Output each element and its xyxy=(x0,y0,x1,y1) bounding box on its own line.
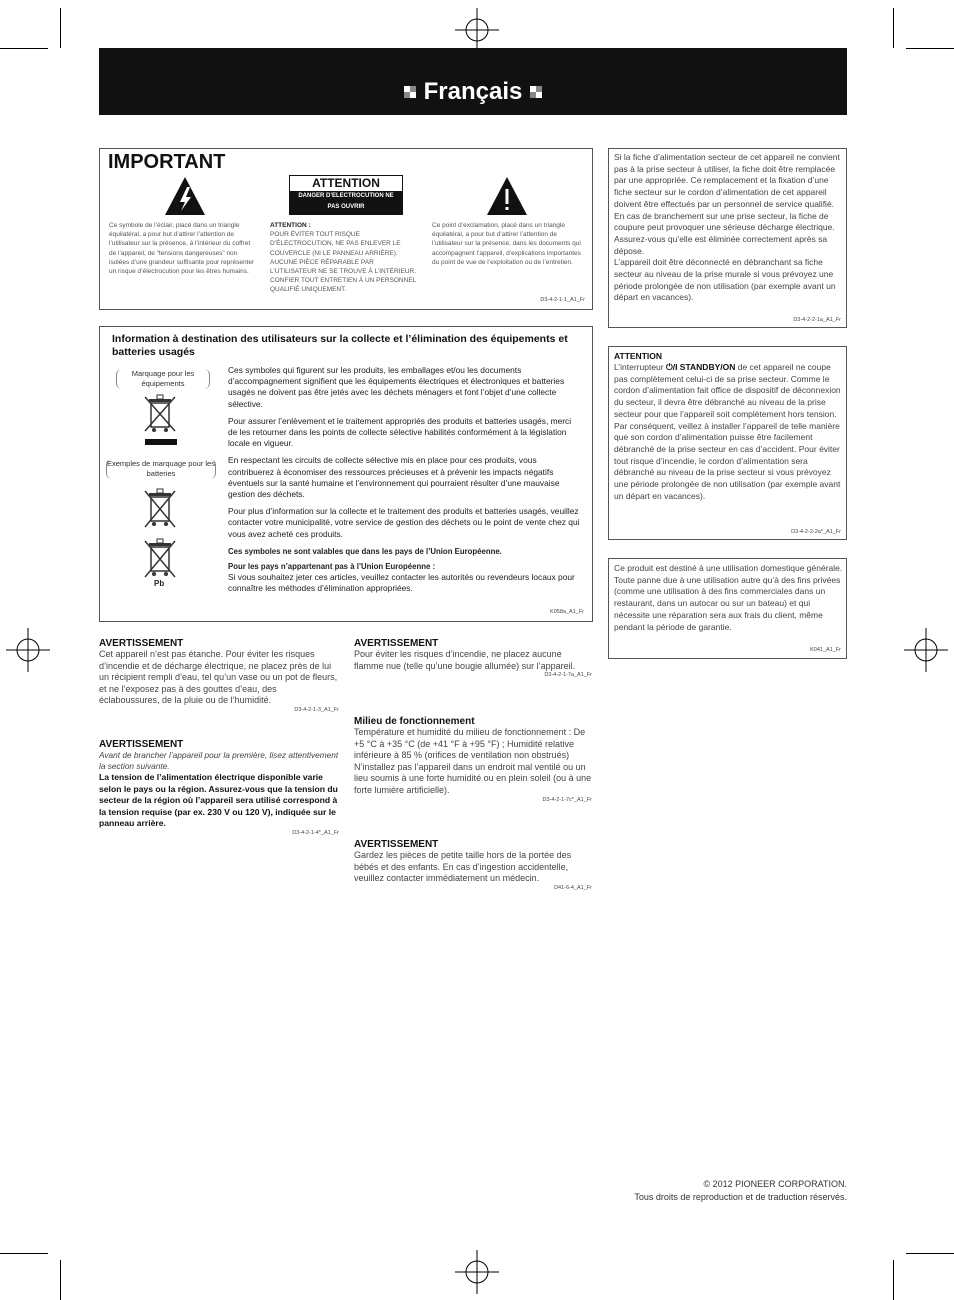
attention-label-box xyxy=(289,175,403,215)
rights-notice: Tous droits de reproduction et de traduction réservés. xyxy=(634,1192,847,1202)
crop-mark xyxy=(60,1260,61,1300)
attention-label: ATTENTION xyxy=(312,176,380,190)
lightning-warning-icon xyxy=(164,176,206,216)
doc-code: D3-4-2-1-4*_A1_Fr xyxy=(292,829,339,836)
standby-text: L’interrupteur xyxy=(614,362,666,372)
doc-code: D3-4-2-2-1a_A1_Fr xyxy=(793,317,841,323)
doc-code: D3-4-2-1-1_A1_Fr xyxy=(540,297,585,303)
standby-text: de cet appareil ne coupe pas complètement celui-ci de sa prise secteur. Comme le cordon d’alimentation fait office de dispositif de déconnexion du secteur, il devra être débranché au niveau de la prise secteur pour que l’appareil soit complètement hors tension. Par conséquent, veillez à installer l’appareil de telle manière que son cordon d’alimentation puisse être facilement débranché de la prise secteur en cas d’accident. Pour éviter tout risque d’incendie, le cordon d’alimentation sera débranché au niveau de la prise secteur si vous prévoyez une période prolongée de non utilisation (par exemple avant un départ en vacances). xyxy=(614,362,841,501)
registration-mark xyxy=(904,628,948,672)
page-title: Français xyxy=(423,78,523,105)
plug-box xyxy=(608,148,847,328)
checker-square-icon xyxy=(404,86,416,98)
important-title: IMPORTANT xyxy=(108,151,226,173)
footer xyxy=(634,1178,847,1204)
crop-mark xyxy=(0,48,48,49)
danger-label: DANGER D’ELECTROCUTION NE PAS OUVRIR xyxy=(290,191,402,214)
attention-heading: ATTENTION : xyxy=(270,222,311,229)
doc-code: D3-4-2-1-7c*_A1_Fr xyxy=(542,796,592,803)
battery-marking-label: Exemples de marquage pour les batteries xyxy=(107,459,215,478)
warning-section xyxy=(99,638,339,713)
plug-text: L’appareil doit être déconnecté en débranchant sa fiche secteur au niveau de la prise murale si vous prévoyez une période prolongée de non utilisation (par exemple avant un départ en vacances). xyxy=(614,257,836,303)
disposal-box xyxy=(99,326,593,622)
standby-box xyxy=(608,346,847,540)
disposal-paragraph: Pour plus d’information sur la collecte et le traitement des produits et batteries usagés, veuillez contacter votre municipalité, votre service de gestion des déchets ou le point de vente chez qui vous avez acheté ces produits. xyxy=(228,506,580,539)
disposal-paragraph: Pour assurer l’enlèvement et le traitement appropriés des produits et batteries usagés, merci de les retourner dans les points de collecte sélective habilités conformément à la législation locale en vigueur. xyxy=(228,415,572,449)
attention-text: POUR ÉVITER TOUT RISQUE D’ÉLECTROCUTION, NE PAS ENLEVER LE COUVERCLE (NI LE PANNEAU ARRIÈRE). AUCUNE PIÈCE RÉPARABLE PAR L’UTILISATEUR NE SE TROUVE À L’INTÉRIEUR. CONFIER TOUT ENTRETIEN À UN PERSONNEL QUALIFIÉ UNIQUEMENT. xyxy=(270,231,417,294)
exclamation-symbol-text: Ce point d’exclamation, placé dans un triangle équilatéral, a pour but d’attirer l’attention de l’utilisateur sur la présence, dans les documents qui accompagnent l’appareil, d’explications importantes du point de vue de l’exploitation ou de l’entretien. xyxy=(432,222,581,266)
crop-mark xyxy=(60,8,61,48)
disposal-title: Information à destination des utilisateurs sur la collecte et l’élimination des équipements et batteries usagés xyxy=(112,333,568,358)
exclamation-warning-icon xyxy=(486,176,528,216)
doc-code: D3-4-2-1-7a_A1_Fr xyxy=(544,672,592,679)
warning-italic: Avant de brancher l’appareil pour la première, lisez attentivement la section suivante. xyxy=(99,750,339,771)
disposal-eu-note: Ces symboles ne sont valables que dans les pays de l’Union Européenne. xyxy=(228,546,502,556)
environment-heading: Milieu de fonctionnement xyxy=(354,716,475,727)
crop-mark xyxy=(906,1253,954,1254)
warning-heading: AVERTISSEMENT xyxy=(99,739,184,750)
disposal-paragraph: Ces symboles qui figurent sur les produits, les emballages et/ou les documents d’accompagnement signifient que les équipements électriques et électroniques et batteries usagés ne doivent pas être jetés avec les déchets ménagers et font l’objet d’une collecte sélective. xyxy=(228,365,565,409)
crop-mark xyxy=(0,1253,48,1254)
checker-square-icon xyxy=(530,86,542,98)
lightning-symbol-text: Ce symbole de l’éclair, placé dans un triangle équilatéral, a pour but d’attirer l’attention de l’utilisateur sur la présence, à l’intérieur du coffret de l’appareil, de “tensions dangereuses” non isolées d’une grandeur suffisante pour représenter un risque d’électrocution pour les êtres humains. xyxy=(109,222,255,276)
environment-text: Température et humidité du milieu de fonctionnement : De +5 °C à +35 °C (de +41 °F à +95 °F) ; Humidité relative inférieure à 85 % (orifices de ventilation non obstrués) xyxy=(354,727,586,761)
registration-mark xyxy=(455,1250,499,1294)
disposal-paragraph: Si vous souhaitez jeter ces articles, veuillez contacter les autorités ou revendeurs locaux pour connaître les méthodes d’élimination appropriées. xyxy=(228,572,575,594)
crossed-bin-icon xyxy=(143,393,179,449)
standby-switch-label: ⏻/I STANDBY/ON xyxy=(665,362,736,372)
plug-text: Si la fiche d’alimentation secteur de cet appareil ne convient pas à la prise secteur à utiliser, la fiche doit être remplacée par une appropriée. Ce remplacement et la fixation d’une fiche secteur sur le cordon d’alimentation de cet appareil doivent être effectués par un personnel de service qualifié. En cas de branchement sur une prise secteur, la fiche de coupure peut provoquer une sérieuse décharge électrique. Assurez-vous qu’elle est éliminée correctement après sa dépose. xyxy=(614,152,840,256)
environment-section xyxy=(354,716,592,803)
language-header xyxy=(99,48,847,115)
warning-heading: AVERTISSEMENT xyxy=(354,638,439,649)
crop-mark xyxy=(893,8,894,48)
warning-heading: AVERTISSEMENT xyxy=(99,638,184,649)
doc-code: D41-6-4_A1_Fr xyxy=(554,884,592,891)
crop-mark xyxy=(893,1260,894,1300)
domestic-box xyxy=(608,558,847,659)
registration-mark xyxy=(455,8,499,52)
registration-mark xyxy=(6,628,50,672)
warning-section xyxy=(354,638,592,678)
warning-heading: AVERTISSEMENT xyxy=(354,839,439,850)
standby-heading: ATTENTION xyxy=(614,351,663,361)
doc-code: D3-4-2-1-3_A1_Fr xyxy=(294,706,339,713)
doc-code: K058a_A1_Fr xyxy=(550,609,584,615)
equipment-marking-label: Marquage pour les équipements xyxy=(116,369,210,389)
copyright: © 2012 PIONEER CORPORATION. xyxy=(703,1179,847,1189)
crossed-bin-pb-icon xyxy=(143,537,179,581)
warning-text: Pour éviter les risques d’incendie, ne placez aucune flamme nue (telle qu’une bougie allumée) sur l’appareil. xyxy=(354,649,576,671)
domestic-text: Ce produit est destiné à une utilisation domestique générale. Toute panne due à une utilisation autre qu’à des fins privées (comme une utilisation à des fins commerciales dans un restaurant, dans un autocar ou sur un bateau) et qui nécessite une réparation sera aux frais du client, même pendant la période de garantie. xyxy=(614,563,843,632)
warning-bold: La tension de l’alimentation électrique disponible varie selon le pays ou la région. Assurez-vous que la tension du secteur de la région où l’appareil sera utilisé correspond à la tension requise (par ex. 230 V ou 120 V), indiquée sur le panneau arrière. xyxy=(99,772,338,829)
warning-text: Gardez les pièces de petite taille hors de la portée des bébés et des enfants. En cas d’ingestion accidentelle, veuillez contacter immédiatement un médecin. xyxy=(354,850,572,884)
crop-mark xyxy=(906,48,954,49)
disposal-non-eu-heading: Pour les pays n’appartenant pas à l’Union Européenne : xyxy=(228,562,436,572)
important-box xyxy=(99,148,593,310)
doc-code: K041_A1_Fr xyxy=(810,647,841,653)
environment-text: N’installez pas l’appareil dans un endroit mal ventilé ou un lieu soumis à une forte humidité ou en plein soleil (ou à une forte lumière artificielle). xyxy=(354,761,592,795)
warning-section xyxy=(99,739,339,836)
disposal-paragraph: En respectant les circuits de collecte sélective mis en place pour ces produits, vous contribuerez à économiser des ressources précieuses et à prévenir les impacts négatifs éventuels sur la santé humaine et l’environnement qui pourraient résulter d’une mauvaise gestion des déchets. xyxy=(228,455,560,500)
crossed-bin-battery-icon xyxy=(143,487,179,531)
warning-text: Cet appareil n’est pas étanche. Pour éviter les risques d’incendie et de décharge électrique, ne placez près de lui un récipient rempli d’eau, tel qu’un vase ou un pot de fleurs, et ne l’exposez pas à des gouttes d’eau, des éclaboussures, de la pluie ou de l’humidité. xyxy=(99,649,338,706)
pb-label: Pb xyxy=(154,579,165,588)
doc-code: D3-4-2-2-2a*_A1_Fr xyxy=(791,529,841,535)
warning-section xyxy=(354,839,592,891)
